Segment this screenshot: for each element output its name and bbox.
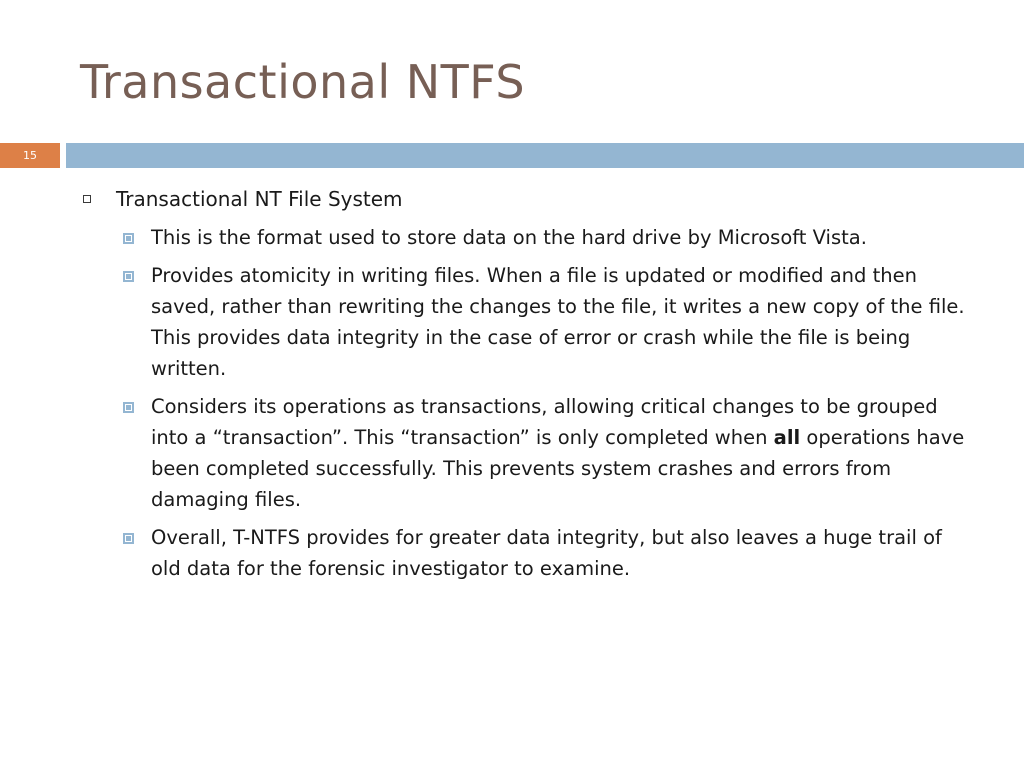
sub-bullet-item [80, 522, 971, 584]
slide-title: Transactional NTFS [80, 55, 526, 109]
square-bullet-icon [123, 402, 134, 413]
sub-bullet-text: Provides atomicity in writing files. When a file is updated or modified and then saved, rather than rewriting the changes to the file, it writes a new copy of the file. This provides data integrity in the case of error or crash while the file is being written. [151, 264, 965, 380]
main-bullet-text: Transactional NT File System [116, 187, 403, 211]
sub-bullet-list [80, 222, 980, 584]
sub-bullet-item [80, 260, 971, 384]
square-bullet-icon [123, 271, 134, 282]
sub-bullet-item [80, 391, 971, 515]
sub-bullet-text-after: operations have been completed successfully. This prevents system crashes and errors from damaging files. [151, 426, 965, 511]
hollow-square-bullet-icon [83, 195, 91, 203]
sub-bullet-text: This is the format used to store data on the hard drive by Microsoft Vista. [151, 226, 867, 249]
sub-bullet-item [80, 222, 971, 253]
sub-bullet-text-before: Considers its operations as transactions, allowing critical changes to be grouped into a “transaction”. This “transaction” is only completed when [151, 395, 938, 449]
square-bullet-icon [123, 233, 134, 244]
sub-bullet-text: Overall, T-NTFS provides for greater data integrity, but also leaves a huge trail of old data for the forensic investigator to examine. [151, 526, 942, 580]
slide-content [80, 184, 980, 591]
square-bullet-icon [123, 533, 134, 544]
accent-bar [66, 143, 1024, 168]
sub-bullet-bold-text: all [773, 426, 801, 449]
slide-number: 15 [23, 149, 37, 162]
main-bullet-item [80, 184, 980, 214]
slide-number-box [0, 143, 60, 168]
